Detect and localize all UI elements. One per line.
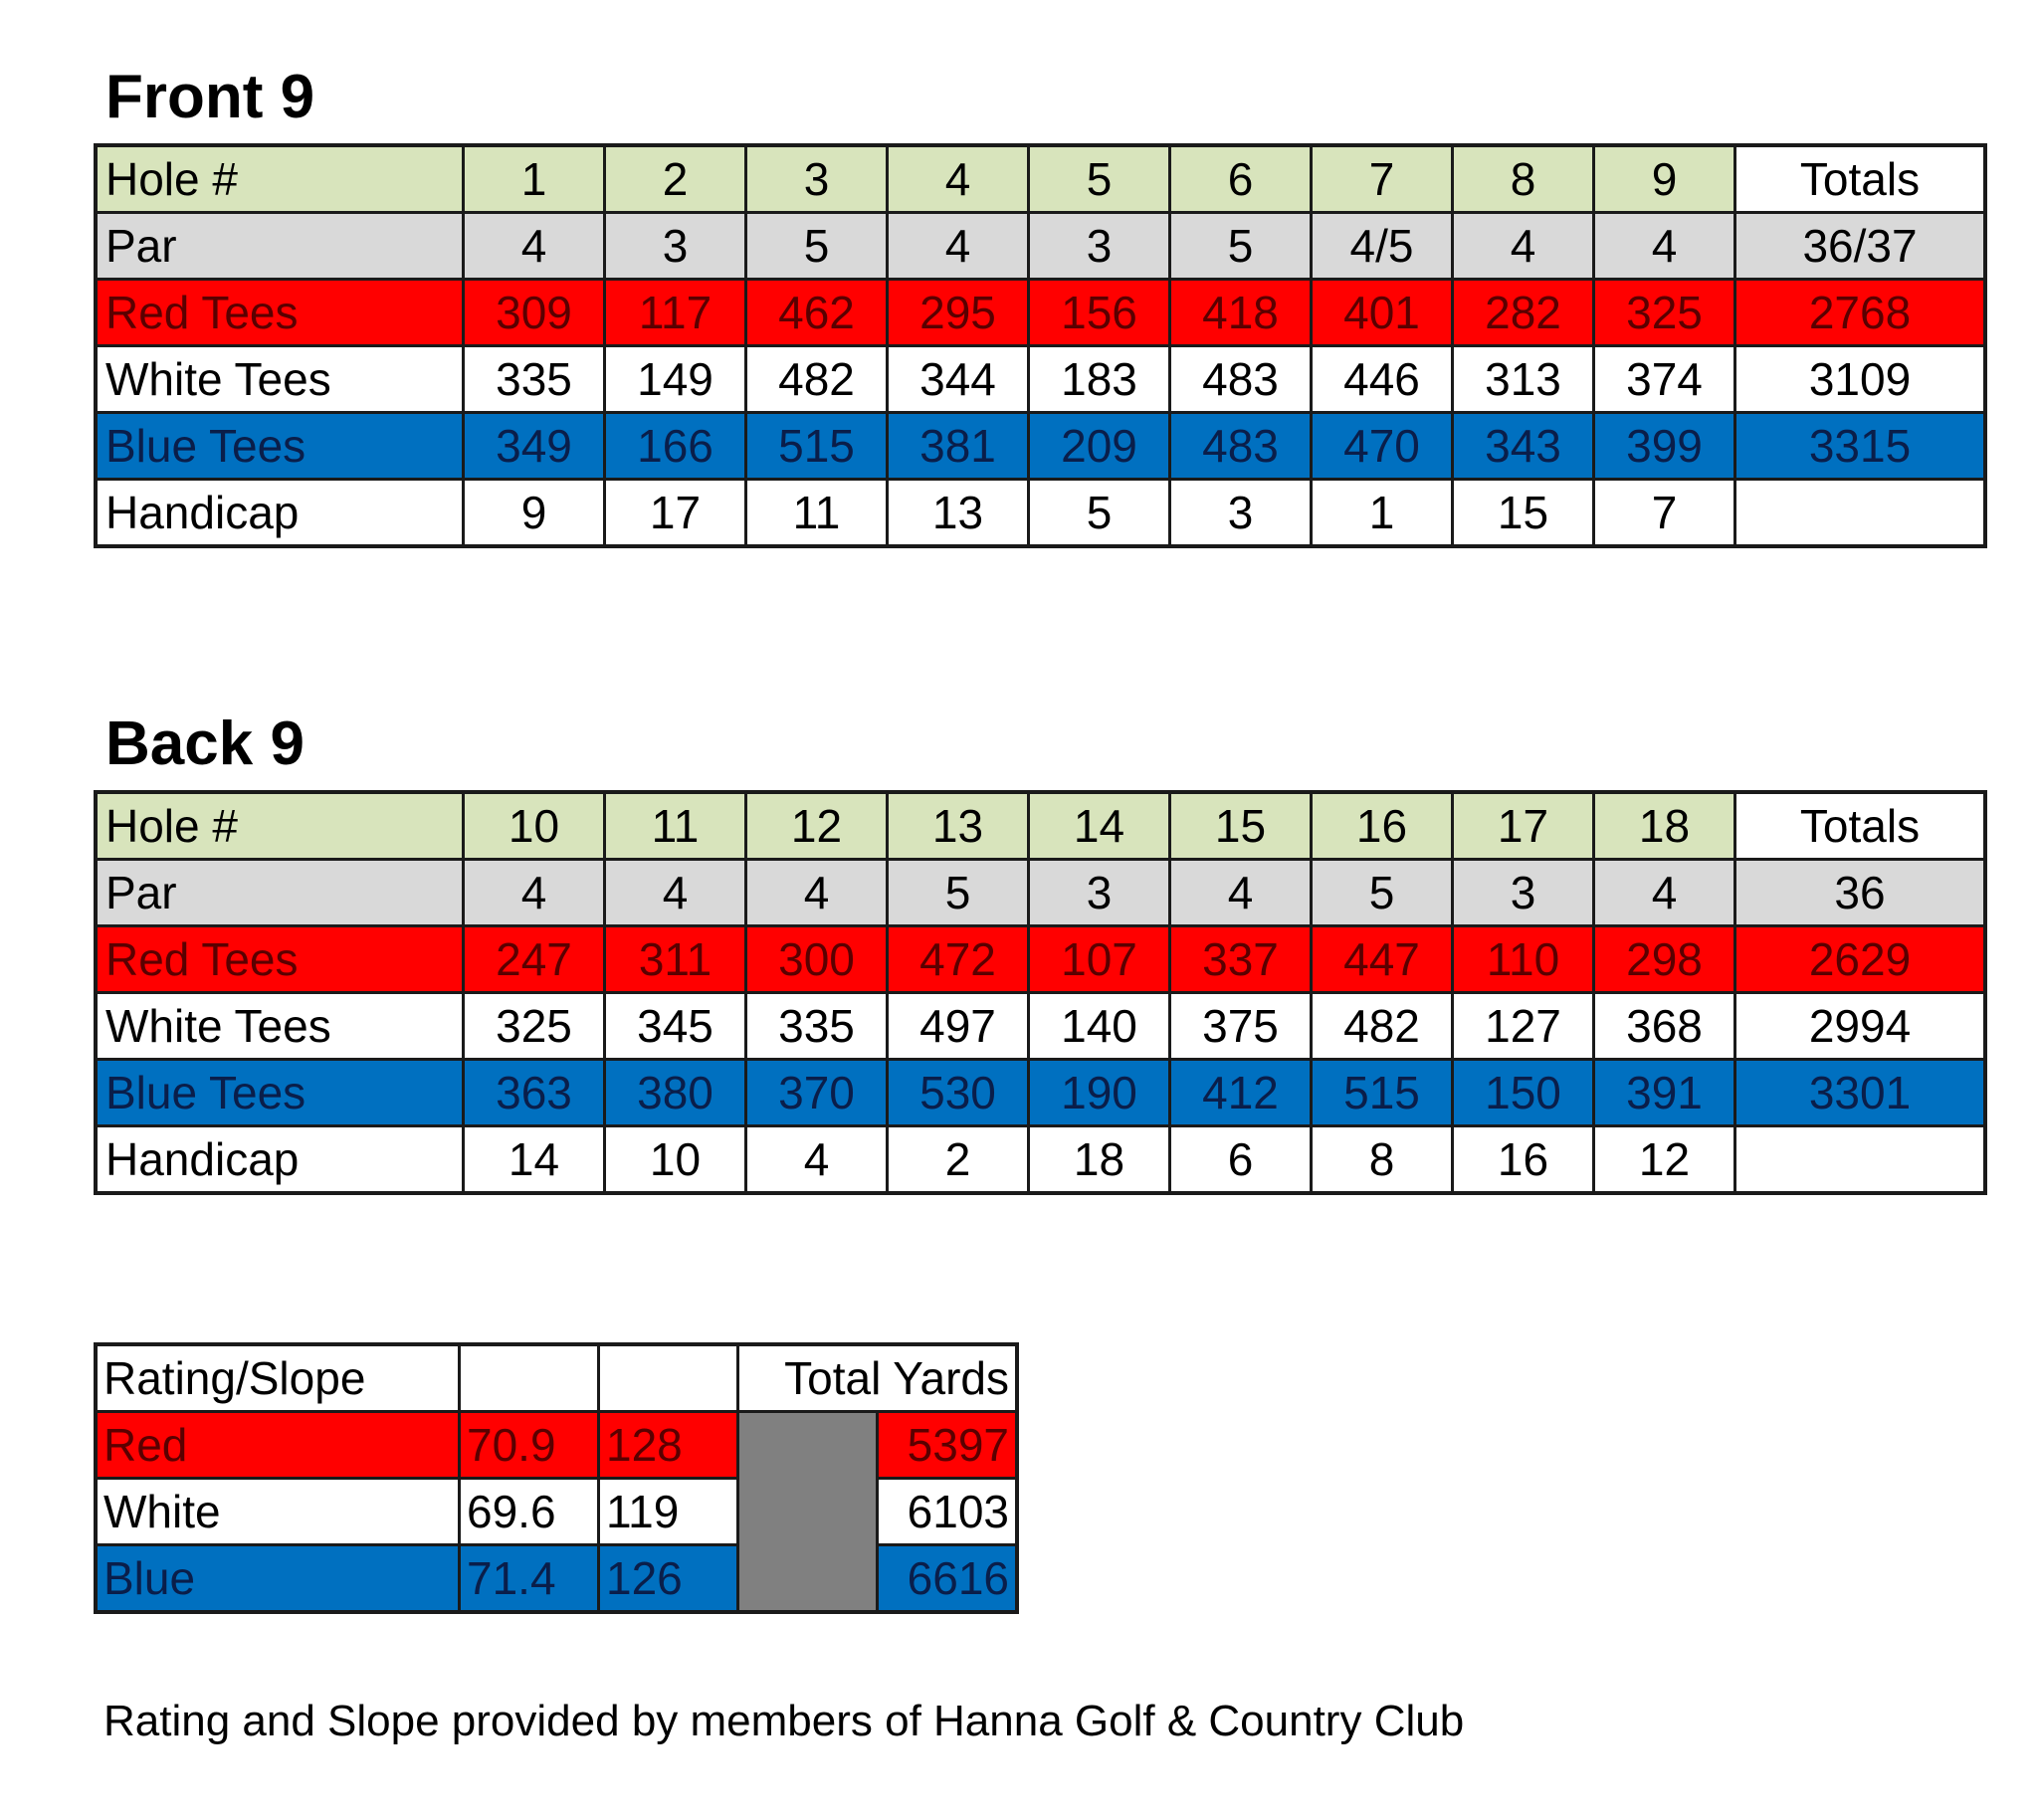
hole-cell: 343 [1453, 413, 1594, 480]
front-9-scorecard [94, 143, 1987, 548]
back9-row-white [96, 993, 1985, 1060]
hole-cell: 4 [464, 213, 605, 280]
back9-row-handicap [96, 1126, 1985, 1194]
hole-cell: 462 [746, 280, 888, 346]
hole-cell: 370 [746, 1060, 888, 1126]
back-9-title: Back 9 [105, 709, 305, 778]
row-label: Red Tees [96, 926, 464, 993]
hole-cell: 9 [464, 480, 605, 547]
rating-slope-label: Rating/Slope [96, 1344, 460, 1412]
footnote: Rating and Slope provided by members of Hanna Golf & Country Club [103, 1697, 1465, 1745]
hole-cell: 530 [888, 1060, 1029, 1126]
row-label: Handicap [96, 480, 464, 547]
front9-row-hole [96, 145, 1985, 213]
front9-row-red [96, 280, 1985, 346]
hole-cell: 107 [1029, 926, 1170, 993]
course-rating: 71.4 [460, 1545, 599, 1613]
total-yards: 6103 [878, 1479, 1018, 1545]
front9-row-par [96, 213, 1985, 280]
hole-cell: 295 [888, 280, 1029, 346]
hole-cell: 368 [1594, 993, 1735, 1060]
row-label: Red Tees [96, 280, 464, 346]
hole-cell: 17 [605, 480, 746, 547]
hole-cell: 5 [1029, 145, 1170, 213]
hole-cell: 401 [1312, 280, 1453, 346]
rating-row-red [96, 1412, 1017, 1479]
hole-cell: 3 [1453, 860, 1594, 926]
row-label: Hole # [96, 145, 464, 213]
hole-cell: 349 [464, 413, 605, 480]
hole-cell: 4 [888, 213, 1029, 280]
hole-cell: 4 [605, 860, 746, 926]
hole-cell: 483 [1170, 413, 1312, 480]
hole-cell: 5 [1170, 213, 1312, 280]
hole-cell: 13 [888, 792, 1029, 860]
hole-cell: 7 [1312, 145, 1453, 213]
course-rating: 70.9 [460, 1412, 599, 1479]
hole-cell: 344 [888, 346, 1029, 413]
total-cell: Totals [1735, 792, 1986, 860]
hole-cell: 140 [1029, 993, 1170, 1060]
front9-row-white [96, 346, 1985, 413]
hole-cell: 515 [1312, 1060, 1453, 1126]
rating-header-col1 [460, 1344, 599, 1412]
hole-cell: 375 [1170, 993, 1312, 1060]
hole-cell: 10 [464, 792, 605, 860]
hole-cell: 325 [1594, 280, 1735, 346]
hole-cell: 412 [1170, 1060, 1312, 1126]
total-cell: 3301 [1735, 1060, 1986, 1126]
hole-cell: 3 [1170, 480, 1312, 547]
hole-cell: 483 [1170, 346, 1312, 413]
hole-cell: 247 [464, 926, 605, 993]
hole-cell: 12 [746, 792, 888, 860]
hole-cell: 3 [1029, 860, 1170, 926]
hole-cell: 374 [1594, 346, 1735, 413]
hole-cell: 17 [1453, 792, 1594, 860]
total-yards: 5397 [878, 1412, 1018, 1479]
hole-cell: 4 [1453, 213, 1594, 280]
hole-cell: 6 [1170, 1126, 1312, 1194]
hole-cell: 311 [605, 926, 746, 993]
back-9-scorecard [94, 790, 1987, 1195]
hole-cell: 14 [1029, 792, 1170, 860]
hole-cell: 11 [746, 480, 888, 547]
hole-cell: 446 [1312, 346, 1453, 413]
row-label: Par [96, 860, 464, 926]
total-cell: 3315 [1735, 413, 1986, 480]
tee-name: White [96, 1479, 460, 1545]
hole-cell: 9 [1594, 145, 1735, 213]
hole-cell: 166 [605, 413, 746, 480]
hole-cell: 150 [1453, 1060, 1594, 1126]
front9-row-handicap [96, 480, 1985, 547]
hole-cell: 183 [1029, 346, 1170, 413]
hole-cell: 2 [888, 1126, 1029, 1194]
hole-cell: 399 [1594, 413, 1735, 480]
hole-cell: 127 [1453, 993, 1594, 1060]
hole-cell: 298 [1594, 926, 1735, 993]
hole-cell: 5 [888, 860, 1029, 926]
hole-cell: 470 [1312, 413, 1453, 480]
back9-row-hole [96, 792, 1985, 860]
hole-cell: 4 [1170, 860, 1312, 926]
hole-cell: 7 [1594, 480, 1735, 547]
rating-row-blue [96, 1545, 1017, 1613]
total-cell [1735, 1126, 1986, 1194]
hole-cell: 335 [464, 346, 605, 413]
total-cell: 3109 [1735, 346, 1986, 413]
hole-cell: 13 [888, 480, 1029, 547]
hole-cell: 482 [746, 346, 888, 413]
hole-cell: 482 [1312, 993, 1453, 1060]
hole-cell: 335 [746, 993, 888, 1060]
hole-cell: 1 [464, 145, 605, 213]
rating-row-white [96, 1479, 1017, 1545]
hole-cell: 380 [605, 1060, 746, 1126]
hole-cell: 391 [1594, 1060, 1735, 1126]
hole-cell: 3 [605, 213, 746, 280]
total-cell: 36/37 [1735, 213, 1986, 280]
slope-rating: 119 [599, 1479, 738, 1545]
total-yards-label: Total Yards [738, 1344, 1018, 1412]
hole-cell: 497 [888, 993, 1029, 1060]
rating-slope-table [94, 1342, 1019, 1614]
row-label: Handicap [96, 1126, 464, 1194]
hole-cell: 15 [1170, 792, 1312, 860]
hole-cell: 190 [1029, 1060, 1170, 1126]
hole-cell: 325 [464, 993, 605, 1060]
slope-rating: 128 [599, 1412, 738, 1479]
hole-cell: 5 [1312, 860, 1453, 926]
row-label: Blue Tees [96, 1060, 464, 1126]
total-cell: 2768 [1735, 280, 1986, 346]
hole-cell: 117 [605, 280, 746, 346]
hole-cell: 2 [605, 145, 746, 213]
back9-row-par [96, 860, 1985, 926]
hole-cell: 5 [746, 213, 888, 280]
total-cell [1735, 480, 1986, 547]
hole-cell: 4 [746, 860, 888, 926]
tee-name: Blue [96, 1545, 460, 1613]
hole-cell: 5 [1029, 480, 1170, 547]
hole-cell: 14 [464, 1126, 605, 1194]
hole-cell: 1 [1312, 480, 1453, 547]
hole-cell: 18 [1029, 1126, 1170, 1194]
hole-cell: 6 [1170, 145, 1312, 213]
rating-header-row [96, 1344, 1017, 1412]
rating-header-col2 [599, 1344, 738, 1412]
course-rating: 69.6 [460, 1479, 599, 1545]
hole-cell: 3 [746, 145, 888, 213]
hole-cell: 10 [605, 1126, 746, 1194]
row-label: Blue Tees [96, 413, 464, 480]
tee-name: Red [96, 1412, 460, 1479]
hole-cell: 4/5 [1312, 213, 1453, 280]
hole-cell: 381 [888, 413, 1029, 480]
hole-cell: 313 [1453, 346, 1594, 413]
hole-cell: 300 [746, 926, 888, 993]
row-label: White Tees [96, 993, 464, 1060]
hole-cell: 515 [746, 413, 888, 480]
hole-cell: 149 [605, 346, 746, 413]
hole-cell: 3 [1029, 213, 1170, 280]
hole-cell: 337 [1170, 926, 1312, 993]
hole-cell: 156 [1029, 280, 1170, 346]
hole-cell: 4 [1594, 213, 1735, 280]
front9-row-blue [96, 413, 1985, 480]
total-cell: 36 [1735, 860, 1986, 926]
hole-cell: 209 [1029, 413, 1170, 480]
hole-cell: 282 [1453, 280, 1594, 346]
hole-cell: 18 [1594, 792, 1735, 860]
hole-cell: 4 [888, 145, 1029, 213]
total-yards: 6616 [878, 1545, 1018, 1613]
slope-rating: 126 [599, 1545, 738, 1613]
hole-cell: 16 [1312, 792, 1453, 860]
total-cell: 2994 [1735, 993, 1986, 1060]
back9-row-blue [96, 1060, 1985, 1126]
hole-cell: 11 [605, 792, 746, 860]
total-cell: Totals [1735, 145, 1986, 213]
hole-cell: 4 [464, 860, 605, 926]
hole-cell: 110 [1453, 926, 1594, 993]
row-label: White Tees [96, 346, 464, 413]
gray-block [738, 1412, 878, 1613]
hole-cell: 345 [605, 993, 746, 1060]
hole-cell: 8 [1453, 145, 1594, 213]
hole-cell: 472 [888, 926, 1029, 993]
hole-cell: 309 [464, 280, 605, 346]
back9-row-red [96, 926, 1985, 993]
front-9-title: Front 9 [105, 63, 315, 131]
hole-cell: 363 [464, 1060, 605, 1126]
hole-cell: 418 [1170, 280, 1312, 346]
row-label: Hole # [96, 792, 464, 860]
total-cell: 2629 [1735, 926, 1986, 993]
hole-cell: 4 [1594, 860, 1735, 926]
hole-cell: 16 [1453, 1126, 1594, 1194]
hole-cell: 12 [1594, 1126, 1735, 1194]
hole-cell: 15 [1453, 480, 1594, 547]
hole-cell: 447 [1312, 926, 1453, 993]
hole-cell: 8 [1312, 1126, 1453, 1194]
hole-cell: 4 [746, 1126, 888, 1194]
row-label: Par [96, 213, 464, 280]
